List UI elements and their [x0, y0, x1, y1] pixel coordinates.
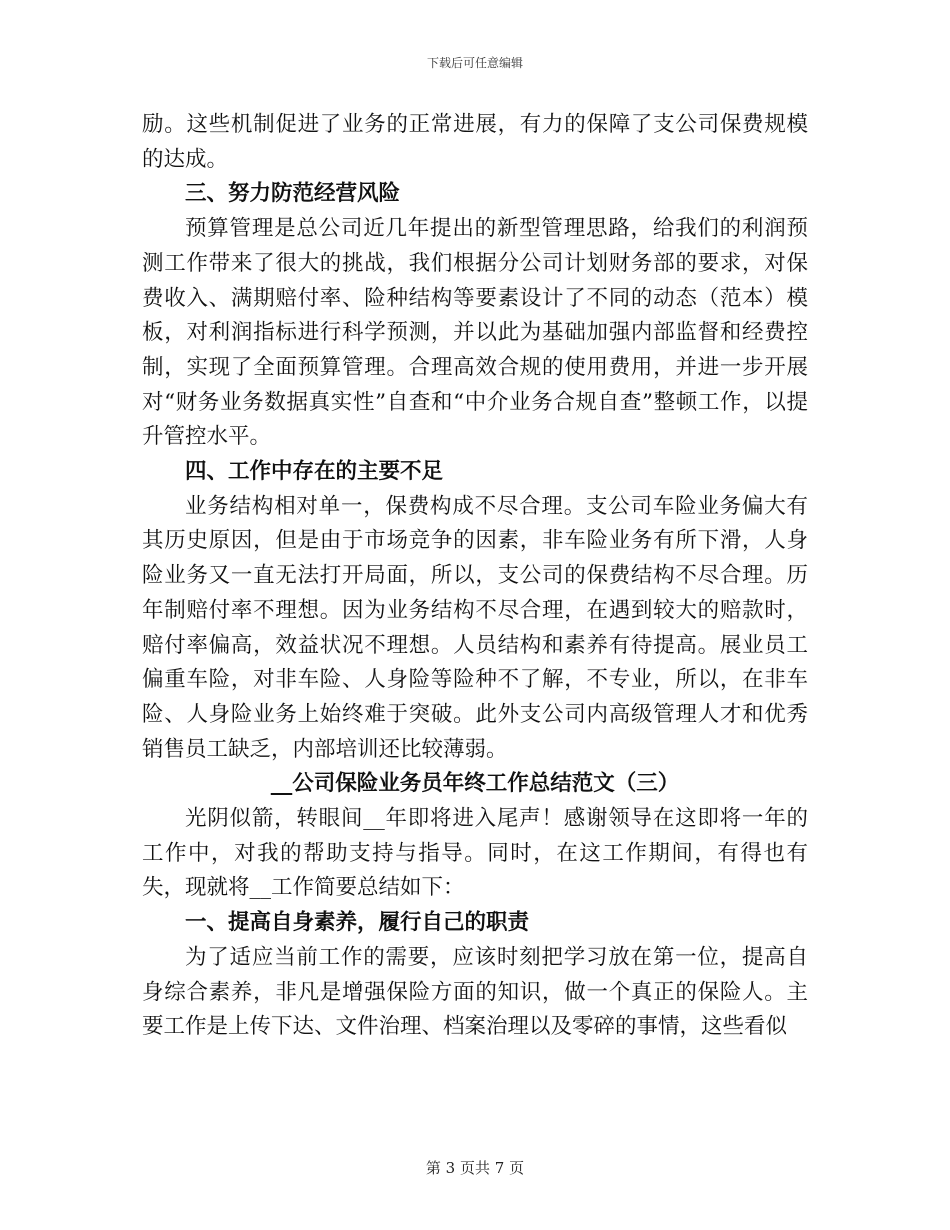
paragraph-shortcomings: 业务结构相对单一，保费构成不尽合理。支公司车险业务偏大有其历史原因，但是由于市场竞争的因素，非车险业务有所下滑，人身险业务又一直无法打开局面，所以，支公司的保费结构不尽合理。历年制赔付率不理想。因为业务结构不尽合理，在遇到较大的赔款时，赔付率偏高，效益状况不理想。人员结构和素养有待提高。展业员工偏重车险，对非车险、人身险等险种不了解，不专业，所以，在非车险、人身险业务上始终难于突破。此外支公司内高级管理人才和优秀销售员工缺乏，内部培训还比较薄弱。: [142, 493, 808, 762]
section-heading-1: 一、提高自身素养，履行自己的职责: [185, 910, 530, 936]
paragraph-budget: 预算管理是总公司近几年提出的新型管理思路，给我们的利润预测工作带来了很大的挑战，我们根据分公司计划财务部的要求，对保费收入、满期赔付率、险种结构等要素设计了不同的动态（范本）模板，对利润指标进行科学预测，并以此为基础加强内部监督和经费控制，实现了全面预算管理。合理高效合规的使用费用，并进一步开展对“财务业务数据真实性”自查和“中介业务合规自查”整顿工作，以提升管控水平。: [142, 216, 808, 450]
page-footer: 第 3 页共 7 页: [425, 1159, 525, 1177]
page-header: 下载后可任意编辑: [426, 56, 523, 70]
paragraph-intro: 光阴似箭，转眼间__年即将进入尾声！感谢领导在这即将一年的工作中，对我的帮助支持与指导。同时，在这工作期间，有得也有失，现就将__工作简要总结如下：: [142, 806, 808, 901]
document-body: [142, 108, 808, 1045]
article-title: __公司保险业务员年终工作总结范文（三）: [270, 771, 680, 797]
paragraph-learning: 为了适应当前工作的需要，应该时刻把学习放在第一位，提高自身综合素养，非凡是增强保险方面的知识，做一个真正的保险人。主要工作是上传下达、文件治理、档案治理以及零碎的事情，这些看似: [142, 944, 808, 1040]
section-heading-4: 四、工作中存在的主要不足: [185, 459, 444, 485]
paragraph-continuation: 励。这些机制促进了业务的正常进展，有力的保障了支公司保费规模的达成。: [142, 112, 808, 172]
section-heading-3: 三、努力防范经营风险: [185, 181, 401, 207]
